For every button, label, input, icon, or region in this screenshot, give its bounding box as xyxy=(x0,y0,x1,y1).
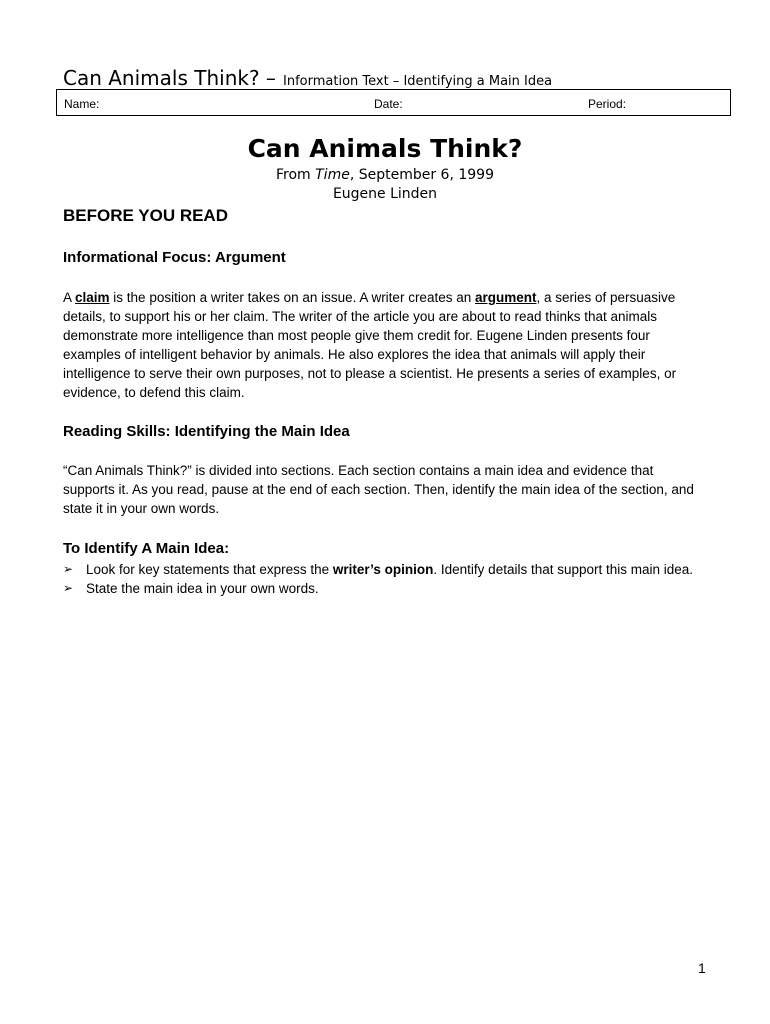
p1-text-3: , a series of persuasive details, to support his or her claim. The writer of the article you are about to read thinks that animals demonstrate more intelligence than most people give them credit for. Eugene Linden presents four examples of intelligent behavior by animals. He also explores the idea that animals will apply their intelligence to serve their own purposes, not to please a scientist. He presents a series of examples, or evidence, to defend this claim. xyxy=(63,290,677,400)
reading-skills-paragraph: “Can Animals Think?” is divided into sections. Each section contains a main idea and evidence that supports it. As you read, pause at the end of each section. Then, identify the main idea of the section, and state it in your own words. xyxy=(63,463,694,516)
list-item xyxy=(63,560,703,579)
document-title: Can Animals Think? xyxy=(247,134,523,163)
bullet1-text-2: . Identify details that support this main idea. xyxy=(433,562,694,577)
reading-skills-heading: Reading Skills: Identifying the Main Idea xyxy=(63,423,350,440)
arrow-bullet-icon: ➢ xyxy=(63,581,74,595)
name-label: Name: xyxy=(64,97,100,111)
main-idea-steps-list xyxy=(63,560,703,598)
identify-main-idea-heading: To Identify A Main Idea: xyxy=(63,540,230,557)
period-label: Period: xyxy=(588,97,627,111)
writers-opinion-term: writer’s opinion xyxy=(332,562,434,577)
student-info-box xyxy=(56,89,731,116)
date-label: Date: xyxy=(374,97,403,111)
list-item xyxy=(63,579,703,598)
argument-paragraph xyxy=(63,288,703,402)
arrow-bullet-icon: ➢ xyxy=(63,562,74,576)
header-subtitle: Information Text – Identifying a Main Idea xyxy=(283,74,553,89)
source-prefix: From xyxy=(275,167,316,183)
claim-term: claim xyxy=(75,290,110,305)
page-number: 1 xyxy=(698,960,706,976)
p1-text-2: is the position a writer takes on an issue. A writer creates an xyxy=(109,290,475,305)
argument-term: argument xyxy=(474,290,537,305)
page-header xyxy=(63,66,743,90)
bullet1-text-1: Look for key statements that express the xyxy=(86,562,333,577)
author-name: Eugene Linden xyxy=(332,186,438,202)
header-title: Can Animals Think? – xyxy=(63,66,276,90)
p1-text-1: A xyxy=(63,290,76,305)
bullet2-text: State the main idea in your own words. xyxy=(86,581,319,596)
source-date: , September 6, 1999 xyxy=(349,167,494,183)
informational-focus-heading: Informational Focus: Argument xyxy=(63,249,286,266)
source-line xyxy=(0,167,770,183)
before-you-read-heading: BEFORE YOU READ xyxy=(63,206,228,225)
source-publication: Time xyxy=(315,167,350,183)
